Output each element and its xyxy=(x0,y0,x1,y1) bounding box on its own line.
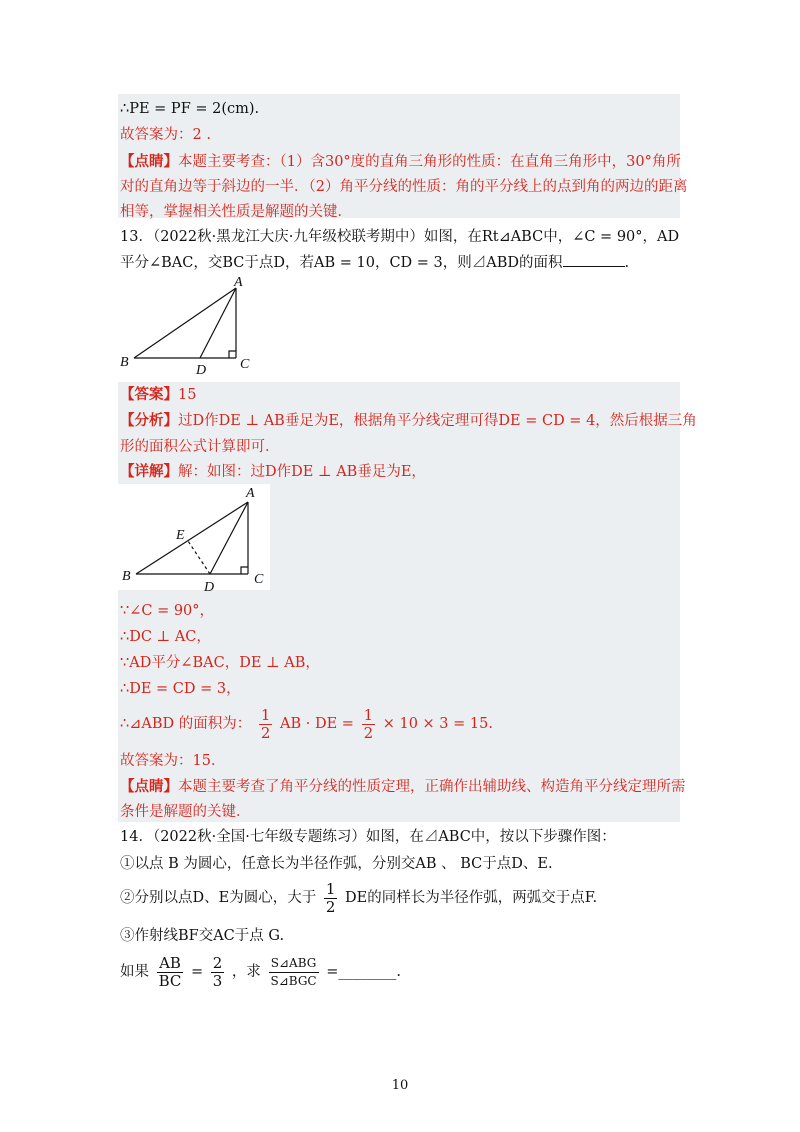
detail-text: 解：如图：过D作DE ⊥ AB垂足为E， xyxy=(178,464,426,480)
fraction-two-thirds: $\frac{2}{3}$ xyxy=(212,953,223,990)
comment-tag: 【点睛】 xyxy=(120,153,178,170)
q13-step5 xyxy=(120,706,493,742)
label-A: A xyxy=(234,276,243,290)
fraction-ab-bc: $\frac{AB}{BC}$ xyxy=(158,953,182,990)
label-B: B xyxy=(120,355,129,370)
figure-triangle-abc xyxy=(116,276,266,376)
q13-final-answer: 故答案为：15． xyxy=(120,753,226,769)
q14-question xyxy=(120,952,401,992)
q13-analysis-line2: 形的面积公式计算即可． xyxy=(120,439,280,455)
q12-comment-line1 xyxy=(120,151,681,173)
detail-tag: 【详解】 xyxy=(120,463,178,480)
analysis-text: 过D作DE ⊥ AB垂足为E，根据角平分线定理可得DE = CD = 4，然后根据三角 xyxy=(178,413,697,429)
step5-mid1: AB · DE = xyxy=(280,716,354,732)
q13-analysis-line1 xyxy=(120,410,697,432)
fraction-half: $\frac{1}{2}$ xyxy=(325,879,336,916)
answer-blank xyxy=(563,252,625,267)
q13-step4: ∴DE = CD = 3， xyxy=(120,681,241,697)
step5-mid2: × 10 × 3 = 15. xyxy=(382,716,493,732)
q13-comment-line1 xyxy=(120,776,686,798)
label-C: C xyxy=(254,572,264,587)
label-A: A xyxy=(246,486,255,501)
analysis-tag: 【分析】 xyxy=(120,412,178,429)
q13-stem-text: 平分∠BAC，交BC于点D，若AB = 10，CD = 3，则⊿ABD的面积 xyxy=(120,255,563,271)
q14-step3: ③作射线BF交AC于点 G. xyxy=(120,928,285,944)
q13-step2: ∴DC ⊥ AC， xyxy=(120,629,211,645)
q14-step2 xyxy=(120,880,597,916)
q13-stem-line2 xyxy=(120,252,629,274)
equals-sign: = xyxy=(191,964,204,980)
q14-step2-post: DE的同样长为半径作弧，两弧交于点F. xyxy=(344,890,598,906)
q14-stem: 14．（2022秋·全国·七年级专题练习）如图，在⊿ABC中，按以下步骤作图： xyxy=(120,829,616,845)
q14-step2-pre: ②分别以点D、E为圆心，大于 xyxy=(120,890,317,906)
fraction-half: $\frac{1}{2}$ xyxy=(363,705,374,742)
q13-comment-line2: 条件是解题的关键． xyxy=(120,804,251,820)
answer-tag: 【答案】 xyxy=(120,386,178,403)
label-C: C xyxy=(240,357,250,372)
page-number: 10 xyxy=(391,1078,409,1093)
q14-ask-mid: ，求 xyxy=(231,964,261,980)
q14-ask-pre: 如果 xyxy=(120,964,149,980)
comment-text: 本题主要考查了角平分线的性质定理，正确作出辅助线、构造角平分线定理所需 xyxy=(178,779,686,795)
q14-ask-end: =________. xyxy=(326,964,401,980)
q12-comment-line3: 相等，掌握相关性质是解题的关键． xyxy=(120,204,352,220)
q14-step1: ①以点 B 为圆心，任意长为半径作弧，分别交AB 、 BC于点D、E. xyxy=(120,856,553,872)
q12-conclusion: ∴PE = PF = 2(cm). xyxy=(120,101,260,117)
q12-answer: 故答案为：2 . xyxy=(120,127,211,143)
label-D: D xyxy=(204,580,215,594)
fraction-half: $\frac{1}{2}$ xyxy=(260,705,271,742)
q13-answer xyxy=(120,384,196,406)
q13-step1: ∵∠C = 90°， xyxy=(120,603,215,619)
fraction-area-ratio: $\frac{\text{S⊿ABG}}{\text{S⊿BGC}}$ xyxy=(270,955,317,988)
label-D: D xyxy=(196,363,207,376)
label-B: B xyxy=(122,569,131,584)
q13-step3: ∵AD平分∠BAC，DE ⊥ AB， xyxy=(120,655,320,671)
answer-value: 15 xyxy=(178,387,197,403)
step5-prefix: ∴⊿ABD 的面积为： xyxy=(120,716,252,732)
q13-stem-end: . xyxy=(624,255,630,271)
q12-comment-line2: 对的直角边等于斜边的一半．（2）角平分线的性质：角的平分线上的点到角的两边的距离 xyxy=(120,179,688,195)
q13-detail-line1 xyxy=(120,461,426,483)
figure-triangle-abc-with-e xyxy=(118,484,272,594)
comment-text: 本题主要考查：（1）含30°度的直角三角形的性质：在直角三角形中，30°角所 xyxy=(178,154,681,170)
q13-stem-line1: 13．（2022秋·黑龙江大庆·九年级校联考期中）如图，在Rt⊿ABC中，∠C = 90°，AD xyxy=(120,229,680,245)
comment-tag: 【点睛】 xyxy=(120,778,178,795)
label-E: E xyxy=(176,528,185,543)
